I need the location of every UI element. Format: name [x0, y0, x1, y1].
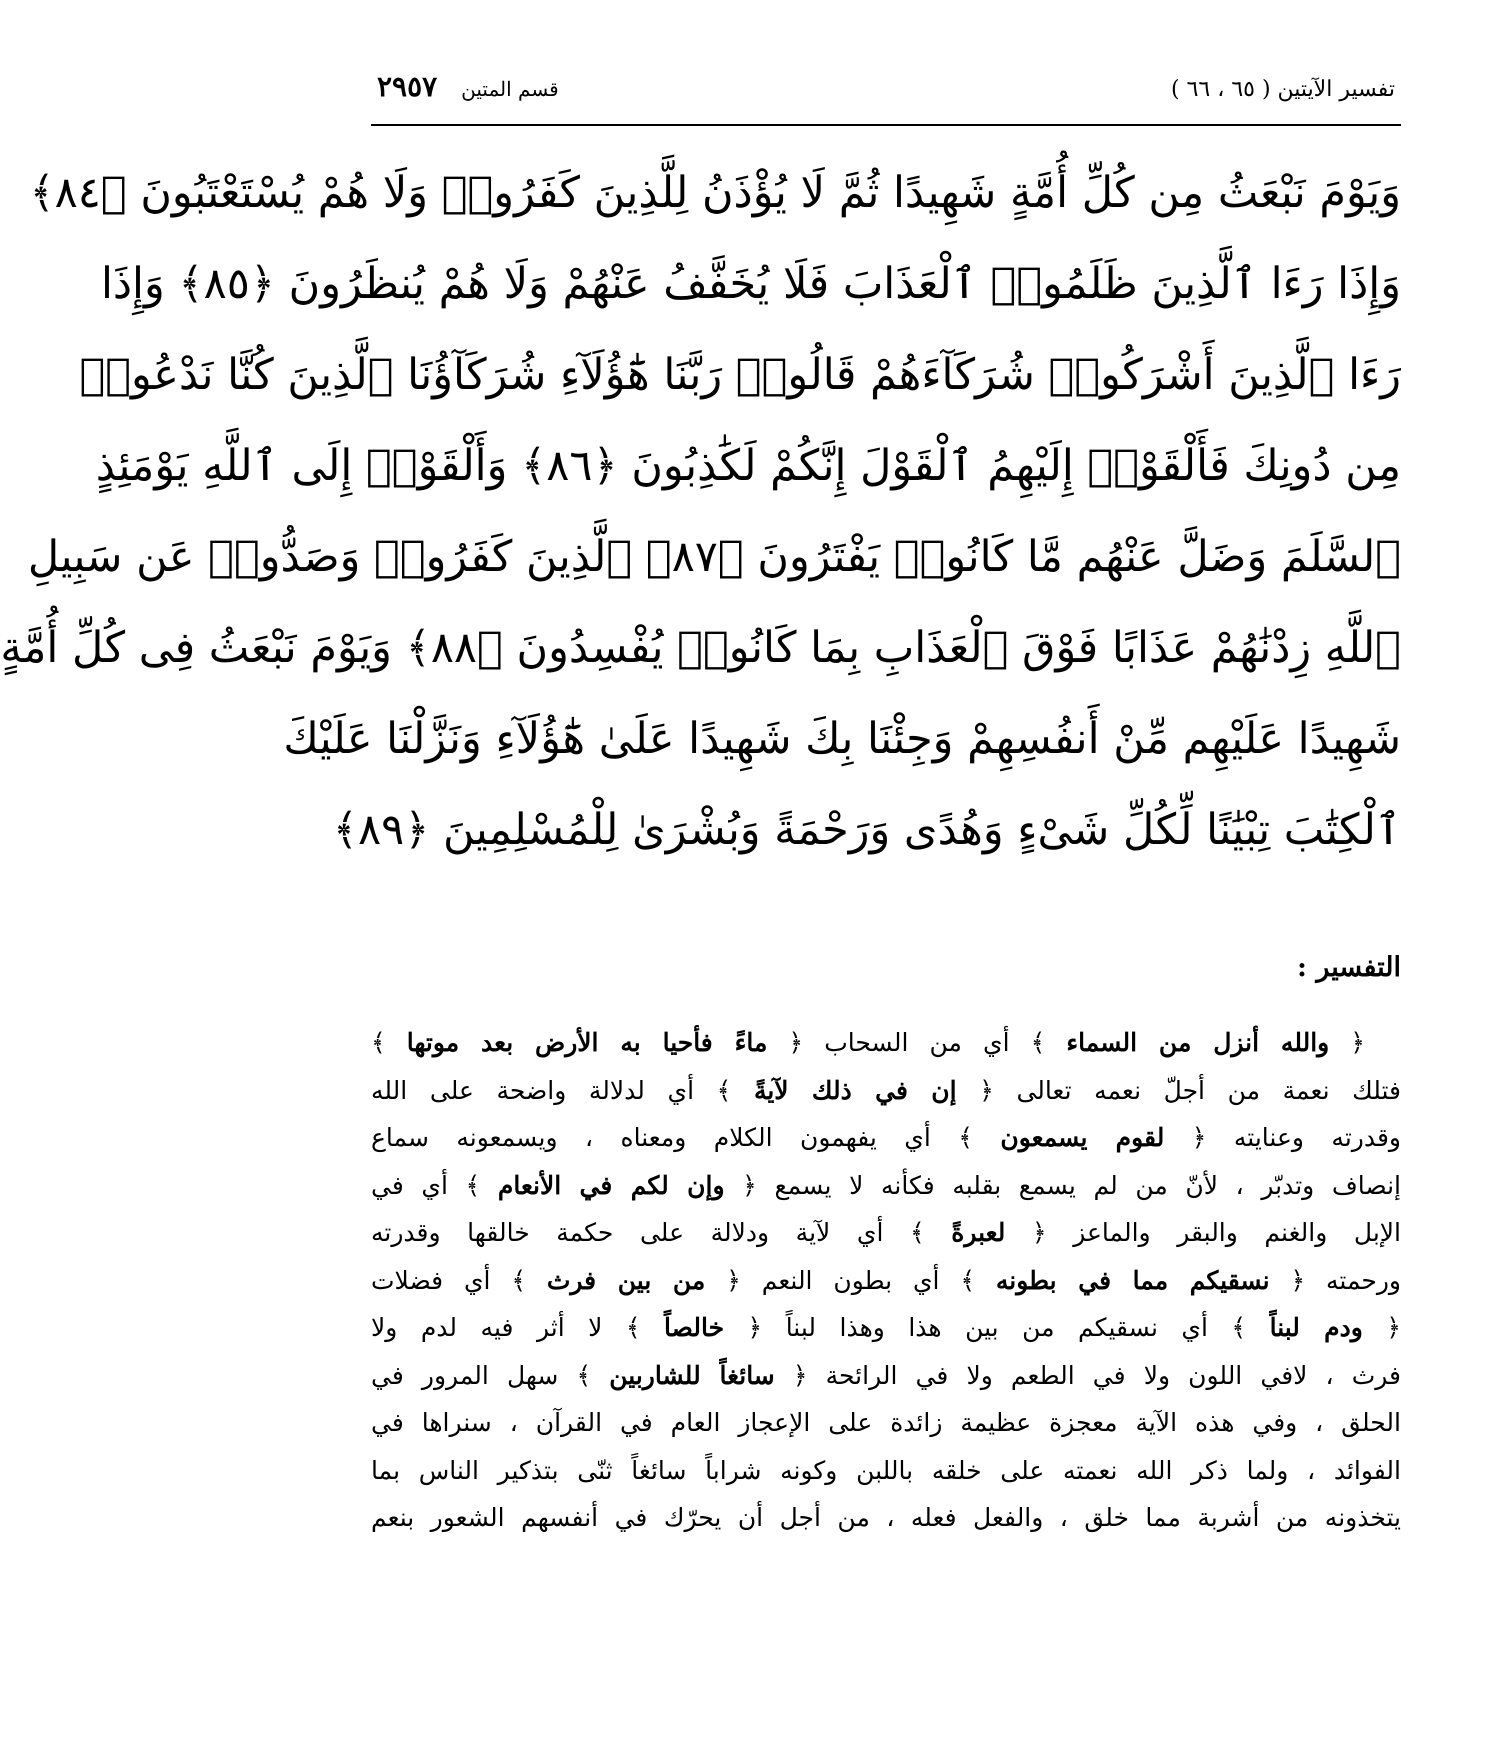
commentary-line [371, 1447, 1401, 1495]
running-title: تفسير الآيتين ( ٦٥ ، ٦٦ ) [1171, 77, 1395, 102]
commentary-text: إنصاف وتدبّر ، لأنّ من لم يسمع بقلبه فكأنه لا يسمع ﴿ [724, 1170, 1401, 1200]
commentary-text: ورحمته ﴿ [1269, 1265, 1401, 1295]
commentary-text: فرث ، لافي اللون ولا في الطعم ولا في الرائحة ﴿ [774, 1360, 1401, 1390]
commentary-text: فتلك نعمة من أجلّ نعمه تعالى ﴿ [956, 1075, 1401, 1105]
quoted-phrase: ماءً فأحيا به الأرض بعد موتها [406, 1028, 768, 1057]
commentary-text: ﴿ [1362, 1313, 1401, 1342]
quoted-phrase: خالصاً [664, 1313, 725, 1342]
verse-line: وَيَوْمَ نَبْعَثُ مِن كُلِّ أُمَّةٍ شَهِيدًا ثُمَّ لَا يُؤْذَنُ لِلَّذِينَ كَفَرُوا۟ وَلَا هُمْ يُسْتَعْتَبُونَ ﴿٨٤﴾ [29, 168, 1401, 218]
commentary-line [371, 1257, 1401, 1305]
commentary-text: وقدرته وعنايته ﴿ [1164, 1123, 1401, 1152]
verse-line: شَهِيدًا عَلَيْهِم مِّنْ أَنفُسِهِمْ وَجِئْنَا بِكَ شَهِيدًا عَلَىٰ هَٰٓؤُلَآءِ وَنَزَّلْنَا عَلَيْكَ [283, 714, 1401, 764]
tafsir-heading: التفسير : [1296, 952, 1401, 983]
header-left [377, 70, 559, 103]
quoted-phrase: نسقيكم مما في بطونه [995, 1265, 1270, 1295]
commentary-text: ﴾ أي بطون النعم ﴿ [705, 1265, 996, 1295]
quoted-phrase: من بين فرث [546, 1265, 706, 1295]
quoted-phrase: لقوم يسمعون [1000, 1123, 1165, 1152]
commentary-text: ﴾ لا أثر فيه لدم ولا [371, 1313, 665, 1342]
section-name: قسم المتين [461, 77, 559, 101]
commentary-line [371, 1352, 1401, 1400]
quoted-phrase: إن في ذلك لآيةً [753, 1075, 957, 1105]
verse-line: ٱلسَّلَمَ وَضَلَّ عَنْهُم مَّا كَانُوا۟ يَفْتَرُونَ ﴿٨٧﴾ ٱلَّذِينَ كَفَرُوا۟ وَصَدُّوا۟ عَن سَبِيلِ [27, 532, 1401, 582]
commentary-text: ﴾ سهل المرور في [371, 1360, 610, 1390]
verse-line: ٱللَّهِ زِدْنَٰهُمْ عَذَابًا فَوْقَ ٱلْعَذَابِ بِمَا كَانُوا۟ يُفْسِدُونَ ﴿٨٨﴾ وَيَوْمَ نَبْعَثُ فِى كُلِّ أُمَّةٍ [0, 623, 1401, 673]
quran-verses [0, 148, 1401, 876]
commentary-line [371, 1494, 1401, 1542]
commentary-text: ﴾ أي نسقيكم من بين هذا وهذا لبناً ﴿ [724, 1313, 1270, 1342]
commentary-text: الحلق ، وفي هذه الآية معجزة عظيمة زائدة على الإعجاز العام في القرآن ، سنراها في [371, 1408, 1401, 1437]
quoted-phrase: ودم لبناً [1269, 1313, 1363, 1342]
commentary-line [371, 1114, 1401, 1162]
page [0, 70, 1401, 1720]
quoted-phrase: والله أنزل من السماء [1066, 1028, 1330, 1057]
commentary-line [371, 1304, 1401, 1352]
verse-line: ٱلْكِتَٰبَ تِبْيَٰنًا لِّكُلِّ شَىْءٍ وَهُدًى وَرَحْمَةً وَبُشْرَىٰ لِلْمُسْلِمِينَ ﴿٨٩﴾ [332, 805, 1401, 855]
commentary-text: ﴾ أي من السحاب ﴿ [767, 1028, 1067, 1057]
commentary-text: ﴿ [1329, 1028, 1365, 1057]
page-number: ٢٩٥٧ [377, 70, 438, 103]
commentary-text: ﴾ [371, 1028, 407, 1057]
page-header [371, 70, 1401, 126]
commentary-text: ﴾ أي لدلالة واضحة على الله [371, 1075, 754, 1105]
commentary-text: ﴾ أي يفهمون الكلام ومعناه ، ويسمعونه سماع [371, 1123, 1001, 1152]
commentary-text: ﴾ أي لآية ودلالة على حكمة خالقها وقدرته [371, 1218, 952, 1247]
commentary-body [371, 1019, 1401, 1542]
commentary-text: ﴾ أي فضلات [371, 1265, 547, 1295]
commentary-line [371, 1162, 1401, 1210]
commentary-text: يتخذونه من أشربة مما خلق ، والفعل فعله ، من أجل أن يحرّك في أنفسهم الشعور بنعم [371, 1503, 1401, 1532]
commentary-line [371, 1019, 1401, 1067]
verse-line: مِن دُونِكَ فَأَلْقَوْا۟ إِلَيْهِمُ ٱلْقَوْلَ إِنَّكُمْ لَكَٰذِبُونَ ﴿٨٦﴾ وَأَلْقَوْا۟ إِلَى ٱللَّهِ يَوْمَئِذٍ [95, 441, 1401, 491]
quoted-phrase: سائغاً للشاربين [609, 1360, 775, 1390]
commentary-line [371, 1209, 1401, 1257]
commentary-text: الفوائد ، ولما ذكر الله نعمته على خلقه باللبن وكونه شراباً سائغاً ثنّى بتذكير الناس بما [371, 1455, 1401, 1485]
verse-line: وَإِذَا رَءَا ٱلَّذِينَ ظَلَمُوا۟ ٱلْعَذَابَ فَلَا يُخَفَّفُ عَنْهُمْ وَلَا هُمْ يُنظَرُونَ ﴿٨٥﴾ وَإِذَا [100, 259, 1401, 309]
quoted-phrase: وإن لكم في الأنعام [497, 1170, 725, 1200]
commentary-text: الإبل والغنم والبقر والماعز ﴿ [1005, 1218, 1401, 1247]
verse-line: رَءَا ٱلَّذِينَ أَشْرَكُوا۟ شُرَكَآءَهُمْ قَالُوا۟ رَبَّنَا هَٰٓؤُلَآءِ شُرَكَآؤُنَا ٱلَّذِينَ كُنَّا نَدْعُوا۟ [79, 350, 1401, 400]
commentary-line [371, 1067, 1401, 1115]
quoted-phrase: لعبرةً [951, 1218, 1006, 1247]
commentary-line [371, 1399, 1401, 1447]
commentary-text: ﴾ أي في [371, 1170, 498, 1200]
